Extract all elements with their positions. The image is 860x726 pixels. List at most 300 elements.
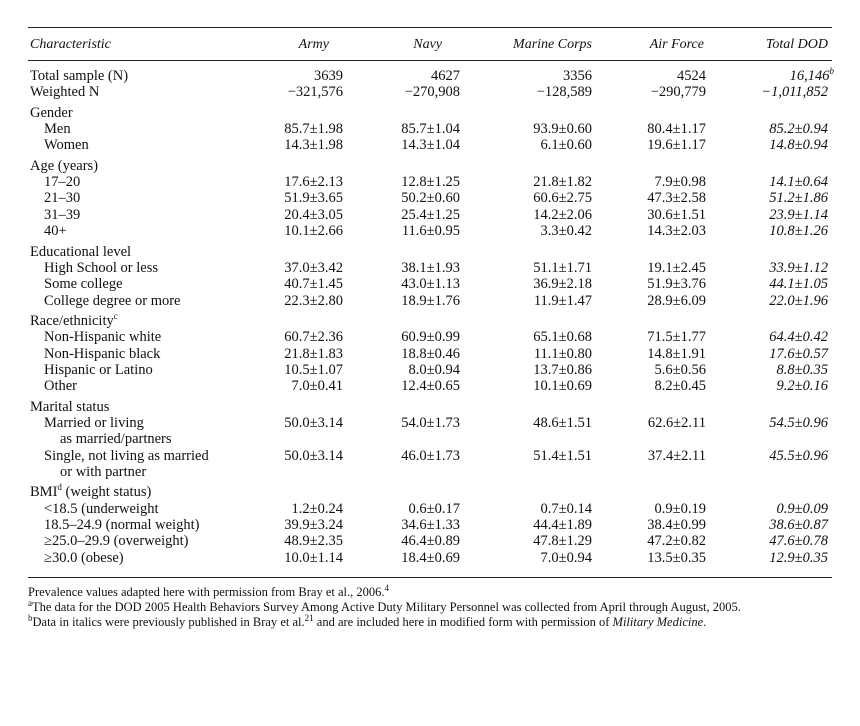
bottom-rule [28, 577, 832, 578]
cell-value: 44.1±1.05 [769, 276, 828, 293]
cell-value: 0.9±0.19 [654, 500, 706, 517]
row-label [30, 68, 128, 84]
cell-total-dod [708, 346, 828, 362]
cell-value: 54.5±0.96 [769, 415, 828, 431]
cell-total-dod [708, 415, 828, 431]
row-label [44, 415, 144, 431]
cell-air-force [586, 378, 706, 394]
row-label-text: Non-Hispanic black [44, 345, 161, 362]
row-label-text: 31–39 [44, 206, 81, 223]
cell-value: 8.0±0.94 [408, 361, 460, 378]
cell-value: 39.9±3.24 [284, 517, 343, 534]
cell-value: 8.8±0.35 [776, 361, 828, 378]
cell-total-dod [708, 84, 828, 100]
row-label-text: Race/ethnicity [30, 312, 114, 329]
cell-air-force [586, 137, 706, 153]
cell-value: 13.7±0.86 [533, 361, 592, 378]
header-total-dod: Total DOD [765, 37, 828, 52]
cell-marine-corps [472, 533, 592, 549]
cell-value: 22.0±1.96 [769, 292, 828, 309]
cell-army [223, 260, 343, 276]
cell-value: 7.0±0.94 [540, 549, 592, 566]
table-row [0, 158, 860, 174]
table-row [0, 121, 860, 137]
cell-value: −290,779 [650, 84, 706, 101]
cell-value: 3.3±0.42 [540, 223, 592, 240]
footnote-pre: Prevalence values adapted here with permission from Bray et al., 2006. [28, 585, 385, 599]
cell-air-force [586, 207, 706, 223]
cell-air-force [586, 68, 706, 84]
cell-marine-corps [472, 223, 592, 239]
cell-value: 51.2±1.86 [769, 190, 828, 207]
table-row [0, 346, 860, 362]
cell-marine-corps [472, 207, 592, 223]
cell-marine-corps [472, 190, 592, 206]
cell-army [223, 415, 343, 431]
header-rule [28, 60, 832, 61]
cell-value: 22.3±2.80 [284, 292, 343, 309]
cell-value: 44.4±1.89 [533, 517, 592, 534]
cell-value: 11.9±1.47 [533, 292, 592, 309]
footnote-sup: 21 [304, 612, 314, 623]
cell-value: 6.1±0.60 [540, 137, 592, 154]
cell-navy [340, 501, 460, 517]
footnote-marker: b [829, 66, 834, 77]
cell-army [223, 174, 343, 190]
cell-navy [340, 362, 460, 378]
cell-value: 51.1±1.71 [533, 259, 592, 276]
cell-air-force [586, 329, 706, 345]
cell-value: 14.2±2.06 [533, 206, 592, 223]
cell-value: 37.4±2.11 [647, 447, 706, 464]
cell-value: 7.9±0.98 [654, 174, 706, 191]
cell-navy [340, 174, 460, 190]
cell-total-dod [708, 329, 828, 345]
cell-value: 48.6±1.51 [533, 415, 592, 431]
cell-value: 21.8±1.83 [284, 345, 343, 362]
cell-value: 85.7±1.98 [284, 121, 343, 138]
row-label [44, 329, 161, 345]
header-navy: Navy [413, 37, 442, 52]
cell-army [223, 448, 343, 464]
table-row [0, 415, 860, 431]
cell-value: 13.5±0.35 [647, 549, 706, 566]
footnote-sup: 4 [384, 582, 389, 593]
cell-value: 0.6±0.17 [408, 500, 460, 517]
cell-value: 14.8±0.94 [769, 137, 828, 154]
footnote-end: . [703, 615, 707, 629]
footnote-marker: d [57, 482, 62, 493]
cell-army [223, 501, 343, 517]
cell-value: 38.6±0.87 [769, 517, 828, 534]
cell-marine-corps [472, 329, 592, 345]
cell-total-dod [708, 260, 828, 276]
row-label [44, 207, 80, 223]
cell-army [223, 137, 343, 153]
footnotes [28, 582, 838, 630]
cell-value: 14.1±0.64 [769, 174, 828, 191]
cell-value: 11.6±0.95 [401, 223, 460, 240]
footnote [28, 612, 838, 630]
cell-total-dod [708, 121, 828, 137]
cell-value: 62.6±2.11 [647, 415, 706, 431]
table-row [0, 260, 860, 276]
cell-value: 25.4±1.25 [401, 206, 460, 223]
row-label [44, 137, 89, 153]
row-label [44, 276, 123, 292]
cell-value: 4524 [677, 68, 706, 84]
cell-value: 34.6±1.33 [401, 517, 460, 534]
cell-navy [340, 448, 460, 464]
cell-marine-corps [472, 260, 592, 276]
cell-marine-corps [472, 517, 592, 533]
top-rule [28, 27, 832, 28]
cell-army [223, 533, 343, 549]
cell-value: 14.3±2.03 [647, 223, 706, 240]
cell-air-force [586, 174, 706, 190]
row-label-text: Age (years) [30, 157, 99, 174]
table-row [0, 362, 860, 378]
cell-value: −128,589 [536, 84, 592, 101]
footnote-marker: c [113, 311, 118, 322]
cell-value: 80.4±1.17 [647, 121, 706, 138]
row-label [30, 244, 131, 260]
row-label [44, 501, 159, 517]
cell-total-dod [708, 293, 828, 309]
cell-value: 30.6±1.51 [647, 206, 706, 223]
row-label [44, 362, 153, 378]
cell-value: 5.6±0.56 [654, 361, 706, 378]
row-label-text: ≥25.0–29.9 (overweight) [44, 533, 189, 550]
cell-total-dod [708, 533, 828, 549]
row-label-text: as married/partners [60, 431, 172, 448]
cell-army [223, 293, 343, 309]
cell-navy [340, 346, 460, 362]
cell-army [223, 68, 343, 84]
row-label-text: or with partner [60, 464, 147, 481]
cell-value: 45.5±0.96 [769, 447, 828, 464]
cell-value: 10.8±1.26 [769, 223, 828, 240]
row-label [30, 158, 98, 174]
cell-marine-corps [472, 68, 592, 84]
cell-value: 50.0±3.14 [284, 415, 343, 431]
cell-marine-corps [472, 276, 592, 292]
cell-total-dod [708, 501, 828, 517]
row-label-text: Married or living [44, 415, 144, 431]
cell-navy [340, 415, 460, 431]
table-row [0, 501, 860, 517]
cell-value: 47.6±0.78 [769, 533, 828, 550]
cell-total-dod [708, 362, 828, 378]
table-row [0, 533, 860, 549]
row-label-text: 17–20 [44, 174, 81, 191]
cell-marine-corps [472, 293, 592, 309]
cell-value: 60.7±2.36 [284, 329, 343, 346]
cell-total-dod [708, 276, 828, 292]
cell-value: 0.7±0.14 [540, 500, 592, 517]
row-label-text: 40+ [44, 223, 67, 240]
cell-value: 47.2±0.82 [647, 533, 706, 550]
cell-value: 14.3±1.98 [284, 137, 343, 154]
table-row [0, 244, 860, 260]
row-label-text: Weighted N [30, 84, 100, 101]
row-label-text: Women [44, 137, 89, 154]
row-label-text: Single, not living as married [44, 447, 209, 464]
cell-army [223, 517, 343, 533]
cell-value: 10.5±1.07 [284, 361, 343, 378]
cell-navy [340, 329, 460, 345]
cell-value: 18.4±0.69 [401, 549, 460, 566]
cell-air-force [586, 415, 706, 431]
row-label [30, 484, 151, 500]
table-row [0, 329, 860, 345]
cell-navy [340, 207, 460, 223]
cell-value: 12.4±0.65 [401, 378, 460, 395]
cell-value: −1,011,852 [761, 84, 828, 101]
cell-navy [340, 121, 460, 137]
row-label [44, 260, 158, 276]
cell-value: 21.8±1.82 [533, 174, 592, 191]
row-label-text: Educational level [30, 243, 132, 260]
cell-army [223, 190, 343, 206]
cell-value: 23.9±1.14 [769, 206, 828, 223]
cell-marine-corps [472, 346, 592, 362]
cell-navy [340, 533, 460, 549]
cell-air-force [586, 260, 706, 276]
cell-navy [340, 137, 460, 153]
cell-army [223, 223, 343, 239]
table-row [0, 313, 860, 329]
cell-air-force [586, 501, 706, 517]
table-row [0, 68, 860, 84]
cell-value: 60.6±2.75 [533, 190, 592, 207]
cell-air-force [586, 276, 706, 292]
cell-value: 51.4±1.51 [533, 447, 592, 464]
row-label-text: Gender [30, 104, 73, 121]
row-label [44, 517, 199, 533]
table-row [0, 105, 860, 121]
cell-army [223, 84, 343, 100]
cell-value: 3356 [563, 68, 592, 84]
cell-navy [340, 223, 460, 239]
cell-value: 47.8±1.29 [533, 533, 592, 550]
header-army: Army [298, 37, 329, 52]
table-row [0, 378, 860, 394]
cell-navy [340, 550, 460, 566]
cell-army [223, 207, 343, 223]
row-label [44, 293, 180, 309]
footnote-lead-sup: a [28, 597, 32, 608]
row-label-text: Marital status [30, 398, 110, 415]
cell-air-force [586, 346, 706, 362]
cell-total-dod [708, 517, 828, 533]
cell-value: 1.2±0.24 [291, 500, 343, 517]
row-label-text: ≥30.0 (obese) [44, 549, 124, 566]
cell-value: 60.9±0.99 [401, 329, 460, 346]
cell-air-force [586, 533, 706, 549]
row-label-text: Total sample (N) [30, 68, 129, 84]
row-label [44, 223, 67, 239]
row-label [30, 84, 99, 100]
cell-value: 46.4±0.89 [401, 533, 460, 550]
table-row [0, 550, 860, 566]
cell-total-dod [708, 137, 828, 153]
cell-marine-corps [472, 378, 592, 394]
footnote [28, 597, 838, 615]
row-label-text: 21–30 [44, 190, 81, 207]
cell-value: 8.2±0.45 [654, 378, 706, 395]
cell-air-force [586, 517, 706, 533]
cell-air-force [586, 448, 706, 464]
row-label [60, 431, 172, 447]
cell-navy [340, 276, 460, 292]
cell-marine-corps [472, 174, 592, 190]
row-label [30, 399, 109, 415]
cell-navy [340, 517, 460, 533]
cell-value: 11.1±0.80 [533, 345, 592, 362]
cell-value: 51.9±3.65 [284, 190, 343, 207]
table-row [0, 207, 860, 223]
cell-value: 71.5±1.77 [647, 329, 706, 346]
cell-marine-corps [472, 362, 592, 378]
cell-air-force [586, 362, 706, 378]
cell-value: 37.0±3.42 [284, 259, 343, 276]
cell-value: 17.6±2.13 [284, 174, 343, 191]
row-label [44, 378, 77, 394]
cell-value: −321,576 [287, 84, 343, 101]
cell-value: 85.2±0.94 [769, 121, 828, 138]
cell-value: 4627 [431, 68, 460, 84]
cell-value: 33.9±1.12 [769, 259, 828, 276]
cell-total-dod [708, 174, 828, 190]
cell-marine-corps [472, 415, 592, 431]
cell-value: 93.9±0.60 [533, 121, 592, 138]
row-label [44, 550, 124, 566]
cell-value: 43.0±1.13 [401, 276, 460, 293]
cell-value: 3639 [314, 68, 343, 84]
cell-total-dod [708, 378, 828, 394]
row-label [30, 313, 118, 329]
cell-value: 51.9±3.76 [647, 276, 706, 293]
row-label-text: Hispanic or Latino [44, 361, 153, 378]
footnote-lead-sup: b [28, 612, 33, 623]
table-row [0, 484, 860, 500]
cell-value: 54.0±1.73 [401, 415, 460, 431]
cell-value: −270,908 [404, 84, 460, 101]
table-row [0, 190, 860, 206]
table-row [0, 276, 860, 292]
table-row [0, 223, 860, 239]
cell-value: 38.1±1.93 [401, 259, 460, 276]
cell-value: 18.9±1.76 [401, 292, 460, 309]
row-label [44, 448, 209, 464]
cell-marine-corps [472, 448, 592, 464]
cell-value: 48.9±2.35 [284, 533, 343, 550]
row-label-suffix: (weight status) [61, 484, 152, 501]
cell-navy [340, 293, 460, 309]
table-row [0, 293, 860, 309]
table-row [0, 399, 860, 415]
footnote [28, 582, 838, 600]
cell-value: 46.0±1.73 [401, 447, 460, 464]
cell-air-force [586, 190, 706, 206]
cell-value: 12.9±0.35 [769, 549, 828, 566]
cell-marine-corps [472, 550, 592, 566]
cell-navy [340, 260, 460, 276]
table-row [0, 464, 860, 480]
cell-value: 85.7±1.04 [401, 121, 460, 138]
cell-navy [340, 84, 460, 100]
table-row [0, 174, 860, 190]
row-label-text: Some college [44, 276, 123, 293]
cell-total-dod [714, 68, 834, 84]
cell-value: 65.1±0.68 [533, 329, 592, 346]
row-label-text: BMI [30, 484, 58, 501]
cell-marine-corps [472, 501, 592, 517]
footnote-pre: Data in italics were previously published in Bray et al. [32, 615, 305, 629]
row-label [44, 121, 71, 137]
cell-value: 7.0±0.41 [291, 378, 343, 395]
cell-value: 38.4±0.99 [647, 517, 706, 534]
table-row [0, 448, 860, 464]
cell-air-force [586, 223, 706, 239]
cell-navy [340, 378, 460, 394]
cell-value: 14.8±1.91 [647, 345, 706, 362]
cell-value: 18.8±0.46 [401, 345, 460, 362]
cell-army [223, 346, 343, 362]
cell-value: 16,146 [789, 68, 830, 84]
cell-navy [340, 68, 460, 84]
row-label [44, 346, 160, 362]
footnote-post: and are included here in modified form with permission of [313, 615, 613, 629]
cell-total-dod [708, 223, 828, 239]
cell-value: 47.3±2.58 [647, 190, 706, 207]
row-label [60, 464, 146, 480]
cell-army [223, 121, 343, 137]
row-label [44, 533, 188, 549]
row-label-text: High School or less [44, 259, 158, 276]
cell-value: 36.9±2.18 [533, 276, 592, 293]
cell-value: 19.1±2.45 [647, 259, 706, 276]
row-label-text: Men [44, 121, 71, 138]
header-characteristic: Characteristic [30, 37, 111, 52]
cell-army [223, 362, 343, 378]
table-row [0, 517, 860, 533]
header-air-force: Air Force [649, 37, 704, 52]
row-label [44, 174, 80, 190]
cell-army [223, 276, 343, 292]
row-label [44, 190, 80, 206]
table-row [0, 137, 860, 153]
cell-air-force [586, 550, 706, 566]
cell-navy [340, 190, 460, 206]
cell-value: 20.4±3.05 [284, 206, 343, 223]
cell-total-dod [708, 550, 828, 566]
cell-value: 50.2±0.60 [401, 190, 460, 207]
cell-value: 64.4±0.42 [769, 329, 828, 346]
row-label [30, 105, 73, 121]
row-label-text: Non-Hispanic white [44, 329, 162, 346]
table-row [0, 84, 860, 100]
footnote-pre: The data for the DOD 2005 Health Behaviors Survey Among Active Duty Military Personnel was collected from April through August, 2005. [32, 600, 741, 614]
cell-value: 10.0±1.14 [284, 549, 343, 566]
cell-air-force [586, 84, 706, 100]
cell-total-dod [708, 448, 828, 464]
cell-value: 19.6±1.17 [647, 137, 706, 154]
header-marine-corps: Marine Corps [513, 37, 592, 52]
row-label-text: <18.5 (underweight [44, 500, 159, 517]
cell-marine-corps [472, 121, 592, 137]
